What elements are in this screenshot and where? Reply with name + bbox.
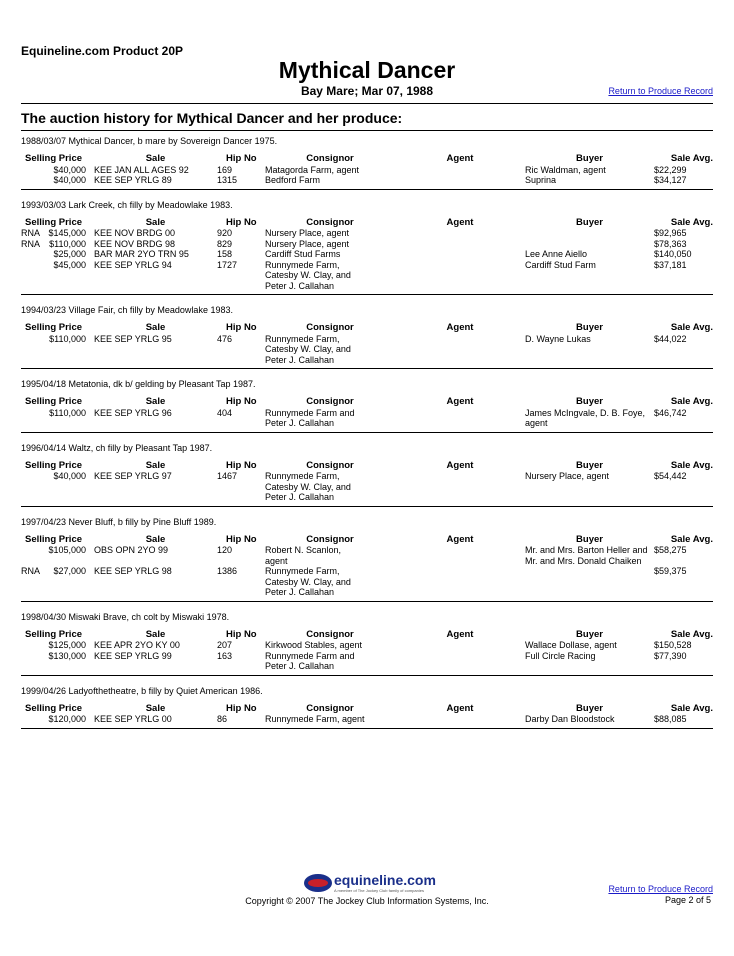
cell-buyer: Lee Anne Aiello: [525, 249, 588, 259]
cell-rna: [21, 714, 43, 725]
logo-tagline: A member of The Jockey Club family of companies: [334, 888, 424, 893]
record-title: 1997/04/23 Never Bluff, b filly by Pine Bluff 1989.: [21, 516, 217, 527]
cell-hip: 476: [217, 333, 233, 344]
cell-price: $110,000: [49, 238, 86, 249]
column-header-sale-avg: Sale Avg.: [670, 216, 713, 228]
table-row: [21, 545, 713, 566]
column-header-sale: Sale: [145, 153, 166, 164]
column-header-agent: Agent: [446, 153, 474, 164]
table-header: [21, 461, 713, 472]
cell-buyer: James McIngvale, D. B. Foye, agent: [525, 407, 646, 428]
column-header-sale-avg: Sale Avg.: [670, 459, 713, 471]
cell-avg: $46,742: [654, 407, 687, 418]
table-row: [21, 228, 713, 239]
cell-avg: $58,275: [654, 545, 687, 555]
cell-agent: [366, 566, 525, 598]
cell-buyer: Darby Dan Bloodstock: [525, 714, 615, 724]
cell-buyer: Ric Waldman, agent: [525, 164, 606, 175]
cell-rna: [21, 249, 43, 260]
cell-agent: [366, 640, 525, 651]
cell-sale: KEE SEP YRLG 94: [94, 259, 172, 270]
column-header-hip-no: Hip No: [226, 628, 257, 640]
cell-consignor: Runnymede Farm, agent: [265, 714, 365, 724]
column-header-consignor: Consignor: [306, 396, 354, 407]
cell-avg: $59,375: [654, 566, 687, 576]
cell-price: $110,000: [49, 333, 86, 344]
auction-record: [21, 301, 713, 369]
page-number: Page 2 of 5: [664, 895, 711, 905]
table-header: [21, 630, 713, 641]
cell-buyer: Full Circle Racing: [525, 650, 596, 661]
column-header-selling-price: Selling Price: [24, 459, 83, 471]
cell-price: $25,000: [53, 249, 86, 259]
cell-hip: 1315: [217, 175, 238, 185]
table-header: [21, 704, 713, 715]
cell-agent: [366, 165, 525, 176]
table-row: [21, 566, 713, 598]
cell-hip: 1467: [217, 471, 238, 481]
cell-buyer: Wallace Dollase, agent: [525, 640, 617, 650]
cell-consignor: Nursery Place, agent: [265, 228, 350, 238]
cell-avg: $92,965: [654, 228, 687, 238]
column-header-consignor: Consignor: [306, 702, 354, 714]
column-header-selling-price: Selling Price: [24, 628, 83, 640]
column-header-hip-no: Hip No: [226, 533, 257, 545]
cell-avg: $140,050: [654, 249, 692, 259]
table-row: [21, 714, 713, 725]
column-header-agent: Agent: [446, 322, 474, 333]
auction-record: [21, 439, 713, 507]
cell-sale: KEE SEP YRLG 96: [94, 407, 172, 418]
cell-hip: 829: [217, 238, 233, 249]
cell-buyer: Suprina: [525, 175, 557, 185]
table-row: [21, 260, 713, 292]
auction-record: [21, 513, 713, 602]
cell-sale: KEE SEP YRLG 97: [94, 471, 172, 481]
cell-price: $130,000: [48, 650, 86, 661]
auction-record: [21, 608, 713, 676]
copyright: Copyright © 2007 The Jockey Club Information Systems, Inc.: [245, 896, 489, 906]
return-to-produce-record-link-footer[interactable]: Return to Produce Record: [608, 884, 713, 894]
column-header-sale-avg: Sale Avg.: [670, 533, 713, 545]
cell-consignor: Bedford Farm: [265, 175, 321, 185]
section-title: The auction history for Mythical Dancer and her produce:: [21, 110, 403, 126]
cell-consignor: Cardiff Stud Farms: [265, 249, 341, 259]
table-row: [21, 249, 713, 260]
cell-buyer: Nursery Place, agent: [525, 471, 610, 481]
record-title: 1999/04/26 Ladyofthetheatre, b filly by Quiet American 1986.: [21, 685, 263, 696]
column-header-agent: Agent: [446, 216, 474, 228]
record-title: 1996/04/14 Waltz, ch filly by Pleasant Tap 1987.: [21, 442, 213, 453]
cell-hip: 207: [217, 640, 233, 650]
column-header-consignor: Consignor: [306, 216, 354, 228]
column-header-sale: Sale: [145, 216, 166, 228]
cell-sale: OBS OPN 2YO 99: [94, 545, 169, 555]
column-header-consignor: Consignor: [306, 533, 354, 545]
column-header-selling-price: Selling Price: [24, 702, 83, 714]
cell-price: $27,000: [53, 566, 86, 576]
cell-rna: RNA: [21, 228, 41, 238]
cell-avg: $34,127: [654, 175, 687, 185]
cell-consignor: Kirkwood Stables, agent: [265, 640, 363, 650]
cell-hip: 169: [217, 164, 233, 175]
column-header-sale-avg: Sale Avg.: [670, 628, 713, 640]
cell-agent: [366, 260, 525, 292]
column-header-hip-no: Hip No: [226, 702, 257, 714]
cell-price: $125,000: [48, 640, 86, 650]
cell-sale: KEE SEP YRLG 95: [94, 333, 172, 344]
cell-hip: 120: [217, 545, 233, 555]
cell-avg: $54,442: [654, 471, 687, 481]
column-header-sale: Sale: [145, 702, 166, 714]
column-header-agent: Agent: [446, 702, 474, 714]
column-header-buyer: Buyer: [576, 459, 603, 471]
section-divider: [21, 130, 713, 131]
cell-hip: 86: [217, 714, 228, 724]
cell-price: $105,000: [48, 545, 86, 555]
cell-rna: RNA: [21, 566, 41, 576]
column-header-selling-price: Selling Price: [24, 322, 83, 333]
column-header-selling-price: Selling Price: [24, 153, 83, 164]
cell-sale: KEE APR 2YO KY 00: [94, 640, 180, 650]
cell-consignor: Runnymede Farm and Peter J. Callahan: [265, 650, 355, 671]
cell-rna: [21, 545, 43, 566]
column-header-sale-avg: Sale Avg.: [670, 702, 713, 714]
cell-agent: [366, 714, 525, 725]
cell-price: $40,000: [53, 164, 86, 175]
column-header-consignor: Consignor: [306, 628, 354, 640]
cell-agent: [366, 334, 525, 366]
cell-price: $45,000: [53, 259, 86, 270]
column-header-sale: Sale: [145, 533, 166, 545]
equineline-logo: [304, 872, 434, 896]
column-header-agent: Agent: [446, 628, 474, 640]
cell-buyer: Cardiff Stud Farm: [525, 259, 596, 270]
column-header-selling-price: Selling Price: [24, 396, 83, 407]
table-header: [21, 535, 713, 546]
cell-hip: 404: [217, 407, 233, 418]
cell-avg: $22,299: [654, 164, 687, 175]
cell-agent: [366, 471, 525, 503]
table-row: [21, 239, 713, 250]
cell-rna: [21, 334, 43, 366]
table-header: [21, 397, 713, 408]
column-header-consignor: Consignor: [306, 153, 354, 164]
product-label: Equineline.com Product 20P: [21, 44, 184, 58]
record-title: 1998/04/30 Miswaki Brave, ch colt by Miswaki 1978.: [21, 611, 230, 622]
cell-hip: 158: [217, 249, 233, 259]
column-header-buyer: Buyer: [576, 702, 603, 714]
record-title: 1994/03/23 Village Fair, ch filly by Meadowlake 1983.: [21, 305, 233, 315]
auction-record: [21, 375, 713, 433]
column-header-sale: Sale: [145, 459, 166, 471]
cell-avg: $88,085: [654, 714, 687, 724]
cell-sale: BAR MAR 2YO TRN 95: [94, 249, 189, 259]
cell-sale: KEE SEP YRLG 00: [94, 714, 172, 724]
column-header-agent: Agent: [446, 533, 474, 545]
cell-rna: [21, 175, 43, 186]
record-title: 1995/04/18 Metatonia, dk b/ gelding by Pleasant Tap 1987.: [21, 379, 256, 389]
column-header-buyer: Buyer: [576, 322, 603, 333]
table-row: [21, 471, 713, 503]
cell-consignor: Runnymede Farm, Catesby W. Clay, and Peter J. Callahan: [265, 333, 351, 365]
cell-sale: KEE SEP YRLG 89: [94, 175, 172, 185]
auction-record: [21, 682, 713, 729]
cell-sale: KEE JAN ALL AGES 92: [94, 164, 189, 175]
cell-buyer: [525, 228, 654, 239]
cell-price: $120,000: [48, 714, 86, 724]
cell-agent: [366, 651, 525, 672]
cell-consignor: Nursery Place, agent: [265, 238, 350, 249]
cell-consignor: Robert N. Scanlon, agent: [265, 545, 342, 566]
cell-consignor: Runnymede Farm, Catesby W. Clay, and Peter J. Callahan: [265, 259, 351, 291]
table-header: [21, 218, 713, 229]
cell-agent: [366, 175, 525, 186]
cell-hip: 163: [217, 650, 233, 661]
column-header-buyer: Buyer: [576, 216, 603, 228]
cell-rna: RNA: [21, 238, 41, 249]
column-header-sale: Sale: [145, 628, 166, 640]
table-row: [21, 651, 713, 672]
column-header-buyer: Buyer: [576, 628, 603, 640]
table-row: [21, 165, 713, 176]
cell-hip: 1727: [217, 259, 238, 270]
page-title: Mythical Dancer: [278, 57, 456, 83]
cell-buyer: [525, 239, 654, 250]
column-header-buyer: Buyer: [576, 396, 603, 407]
table-row: [21, 175, 713, 186]
column-header-hip-no: Hip No: [226, 459, 257, 471]
cell-hip: 920: [217, 228, 233, 238]
cell-hip: 1386: [217, 566, 238, 576]
auction-record: [21, 196, 713, 296]
table-row: [21, 334, 713, 366]
horse-description: Bay Mare; Mar 07, 1988: [300, 84, 434, 98]
cell-buyer: [525, 566, 654, 598]
logo-swoosh-icon: [304, 874, 332, 892]
cell-avg: $44,022: [654, 333, 687, 344]
cell-rna: [21, 651, 43, 672]
cell-sale: KEE NOV BRDG 98: [94, 238, 176, 249]
table-header: [21, 154, 713, 165]
column-header-consignor: Consignor: [306, 322, 354, 333]
cell-rna: [21, 471, 43, 503]
cell-rna: [21, 260, 43, 292]
cell-avg: $37,181: [654, 259, 687, 270]
column-header-agent: Agent: [446, 459, 474, 471]
cell-avg: $150,528: [654, 640, 692, 650]
column-header-hip-no: Hip No: [226, 153, 257, 164]
cell-rna: [21, 165, 43, 176]
table-header: [21, 323, 713, 334]
column-header-sale: Sale: [145, 322, 166, 333]
column-header-sale-avg: Sale Avg.: [670, 396, 713, 407]
cell-price: $40,000: [53, 175, 86, 185]
column-header-buyer: Buyer: [576, 533, 603, 545]
cell-buyer: Mr. and Mrs. Barton Heller and Mr. and Mrs. Donald Chaiken: [525, 545, 648, 566]
cell-sale: KEE SEP YRLG 98: [94, 566, 172, 576]
cell-agent: [366, 545, 525, 566]
record-title: 1993/03/03 Lark Creek, ch filly by Meadowlake 1983.: [21, 199, 233, 210]
column-header-selling-price: Selling Price: [24, 533, 83, 545]
cell-agent: [366, 228, 525, 239]
cell-consignor: Runnymede Farm, Catesby W. Clay, and Peter J. Callahan: [265, 471, 351, 502]
column-header-consignor: Consignor: [306, 459, 354, 471]
cell-buyer: D. Wayne Lukas: [525, 333, 591, 344]
cell-avg: $77,390: [654, 650, 687, 661]
logo-text: equineline.com: [334, 872, 436, 888]
header-divider: [21, 103, 713, 104]
column-header-sale-avg: Sale Avg.: [670, 322, 713, 333]
table-row: [21, 408, 713, 429]
cell-rna: [21, 640, 43, 651]
table-row: [21, 640, 713, 651]
cell-agent: [366, 408, 525, 429]
cell-price: $110,000: [49, 407, 86, 418]
column-header-selling-price: Selling Price: [24, 216, 83, 228]
column-header-hip-no: Hip No: [226, 322, 257, 333]
cell-consignor: Runnymede Farm, Catesby W. Clay, and Peter J. Callahan: [265, 566, 351, 597]
cell-consignor: Matagorda Farm, agent: [265, 164, 360, 175]
cell-price: $145,000: [48, 228, 86, 238]
cell-agent: [366, 249, 525, 260]
cell-rna: [21, 408, 43, 429]
cell-price: $40,000: [53, 471, 86, 481]
column-header-sale-avg: Sale Avg.: [670, 153, 713, 164]
cell-sale: KEE SEP YRLG 99: [94, 650, 172, 661]
column-header-sale: Sale: [145, 396, 166, 407]
auction-records: [21, 132, 713, 735]
cell-consignor: Runnymede Farm and Peter J. Callahan: [265, 407, 355, 428]
return-to-produce-record-link[interactable]: Return to Produce Record: [608, 86, 713, 96]
auction-record: [21, 132, 713, 190]
cell-avg: $78,363: [654, 238, 687, 249]
cell-agent: [366, 239, 525, 250]
column-header-hip-no: Hip No: [226, 396, 257, 407]
column-header-buyer: Buyer: [576, 153, 603, 164]
column-header-hip-no: Hip No: [226, 216, 257, 228]
cell-sale: KEE NOV BRDG 00: [94, 228, 176, 238]
record-title: 1988/03/07 Mythical Dancer, b mare by Sovereign Dancer 1975.: [21, 136, 278, 146]
column-header-agent: Agent: [446, 396, 474, 407]
